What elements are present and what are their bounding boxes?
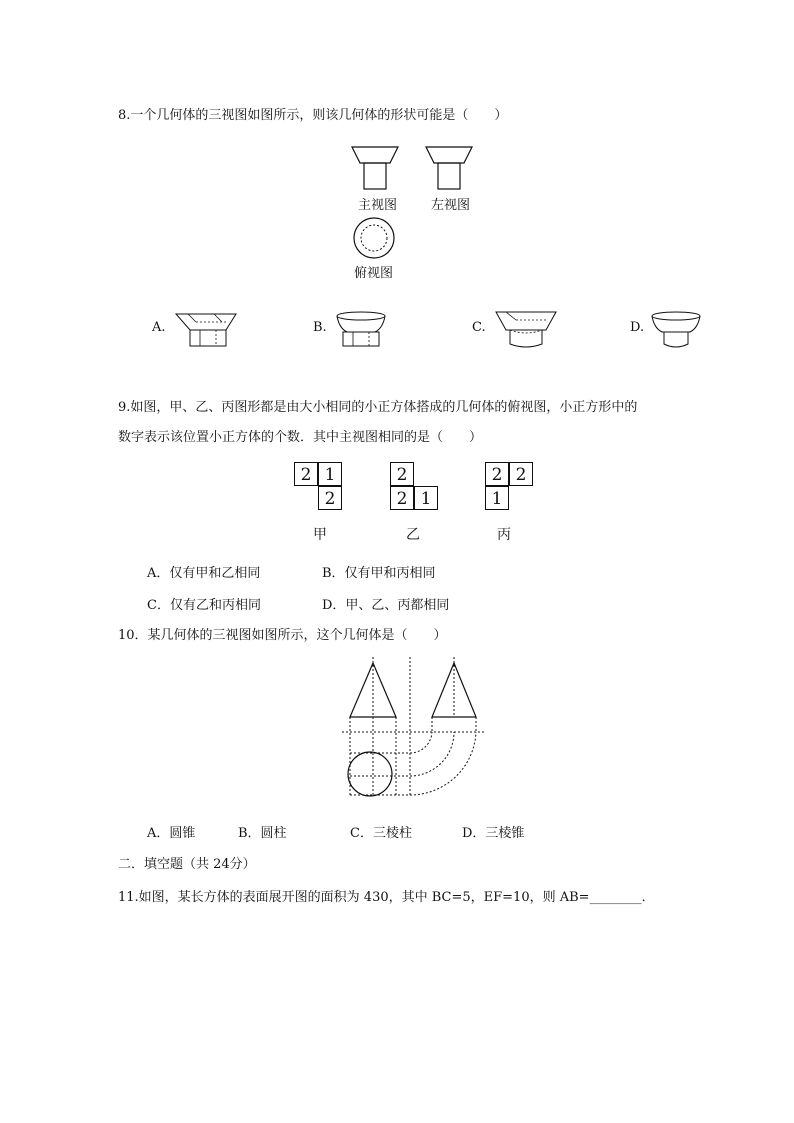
grid-yi-cell: 2 (390, 486, 414, 510)
q11-text: 11.如图，某长方体的表面展开图的面积为 430，其中 BC=5，EF=10，则 AB=________． (118, 890, 655, 905)
label-yi: 乙 (406, 527, 420, 543)
grid-yi-cell: 1 (414, 486, 438, 510)
grid-bing-cell: 2 (485, 462, 509, 486)
q8-left-label: 左视图 (431, 198, 471, 213)
q10-option-b: B．圆柱 (238, 826, 287, 841)
q8-top-view-figure (352, 216, 398, 262)
q9-text-line2: 数字表示该位置小正方体的个数．其中主视图相同的是（ ） (118, 430, 483, 445)
q10-option-c: C．三棱柱 (350, 826, 412, 841)
q9-option-d: D．甲、乙、丙都相同 (322, 598, 450, 613)
q8-option-a-figure (174, 310, 238, 350)
section-title-fill-in: 二．填空题（共 24分） (118, 857, 256, 872)
q10-option-a: A．圆锥 (147, 826, 196, 841)
grid-yi-cell: 2 (390, 462, 414, 486)
q9-option-c: C．仅有乙和丙相同 (147, 598, 261, 613)
q8-front-view-figure (350, 145, 400, 193)
grid-jia-cell: 2 (294, 462, 318, 486)
q10-option-d: D．三棱锥 (462, 826, 525, 841)
q8-option-b-figure (335, 310, 389, 350)
grid-jia-cell: 1 (318, 462, 342, 486)
q8-front-label: 主视图 (358, 198, 398, 213)
q8-left-view-figure (424, 145, 474, 193)
label-bing: 丙 (497, 527, 511, 543)
q8-option-c-figure (494, 308, 558, 350)
q8-text: 8.一个几何体的三视图如图所示，则该几何体的形状可能是（ ） (118, 108, 508, 123)
q8-option-b-label: B. (313, 320, 327, 335)
grid-bing-cell: 2 (509, 462, 533, 486)
q8-option-d-label: D. (630, 320, 645, 335)
q10-three-view-figure (340, 655, 490, 805)
q9-option-a: A．仅有甲和乙相同 (147, 566, 261, 581)
q9-text-line1: 9.如图，甲、乙、丙图形都是由大小相同的小正方体搭成的几何体的俯视图，小正方形中的 (118, 400, 638, 415)
q10-text: 10．某几何体的三视图如图所示，这个几何体是（ ） (118, 628, 447, 643)
grid-jia-cell: 2 (318, 486, 342, 510)
q9-option-b: B．仅有甲和丙相同 (322, 566, 436, 581)
q8-option-c-label: C. (472, 320, 486, 335)
q8-option-a-label: A. (152, 320, 166, 335)
q8-top-label: 俯视图 (354, 266, 394, 281)
grid-bing-cell: 1 (485, 486, 509, 510)
q8-option-d-figure (650, 310, 702, 350)
label-jia: 甲 (313, 527, 327, 543)
